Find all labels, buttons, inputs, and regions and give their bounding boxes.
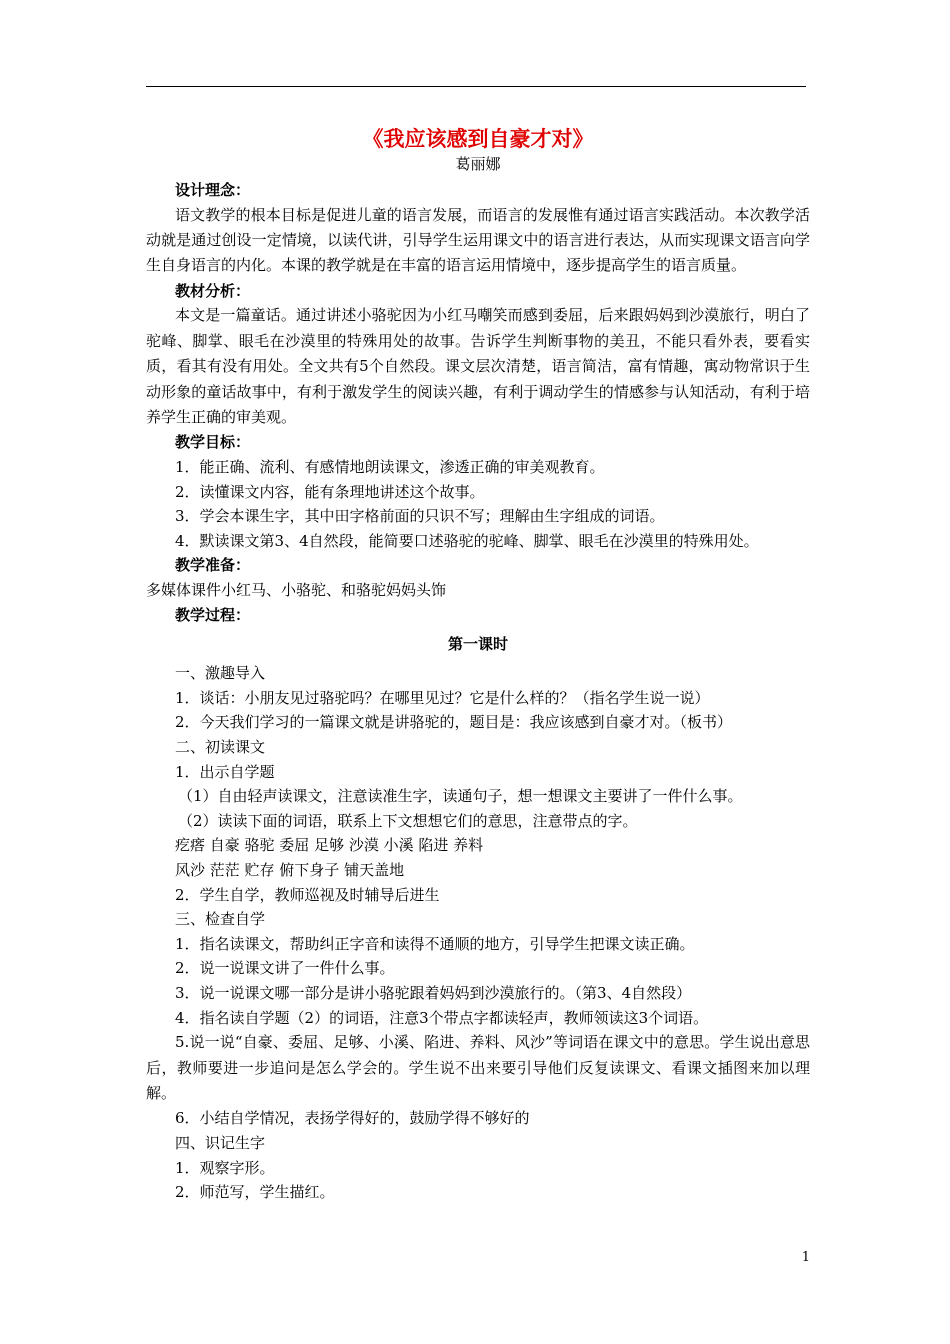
process-line: 6．小结自学情况，表扬学得好的，鼓励学得不够好的 [175,1109,530,1128]
process-paragraph: 5.说一说“自豪、委屈、足够、小溪、陷进、养料、风沙”等词语在课文中的意思。学生说出意思后，教师要进一步追问是怎么学会的。学生说不出来要引导他们反复读课文、看课文插图来加以理解。 [146,1033,810,1102]
analysis-heading: 教材分析： [175,281,251,300]
process-line: 1．指名读课文，帮助纠正字音和读得不通顺的地方，引导学生把课文读正确。 [175,934,695,953]
process-line: 1．观察字形。 [175,1158,275,1177]
process-line: 三、检查自学 [175,910,266,929]
vocab-line: 风沙 茫茫 贮存 俯下身子 铺天盖地 [175,860,405,879]
process-line: 一、激趣导入 [175,664,266,683]
process-line: 二、初读课文 [175,737,266,756]
process-line: 3．说一说课文哪一部分是讲小骆驼跟着妈妈到沙漠旅行的。（第3、4自然段） [175,983,692,1002]
prep-body: 多媒体课件小红马、小骆驼、和骆驼妈妈头饰 [146,581,447,599]
document-body [146,124,810,1205]
goal-item: 4．默读课文第3、4自然段，能简要口述骆驼的驼峰、脚掌、眼毛在沙漠里的特殊用处。 [175,531,759,550]
page-number: 1 [801,1250,810,1265]
process-line: 1．谈话：小朋友见过骆驼吗？在哪里见过？它是什么样的？（指名学生说一说） [175,688,710,707]
process-line: 2．学生自学，教师巡视及时辅导后进生 [175,885,440,904]
process-line: 4．指名读自学题（2）的词语，注意3个带点字都读轻声，教师领读这3个词语。 [175,1008,709,1027]
process-line: （1）自由轻声读课文，注意读准生字，读通句子，想一想课文主要讲了一件什么事。 [178,787,743,806]
process-line: 2．今天我们学习的一篇课文就是讲骆驼的，题目是：我应该感到自豪才对。（板书） [175,713,733,732]
goals-heading: 教学目标： [175,433,251,452]
process-line: 1．出示自学题 [175,762,275,781]
author-name: 葛丽娜 [455,155,501,173]
design-body: 语文教学的根本目标是促进儿童的语言发展，而语言的发展惟有通过语言实践活动。本次教学活动就是通过创设一定情境，以读代讲，引导学生运用课文中的语言进行表达，从而实现课文语言向学生自身语言的内化。本课的教学就是在丰富的语言运用情境中，逐步提高学生的语言质量。 [146,205,810,275]
process-line: 2．师范写，学生描红。 [175,1183,335,1202]
prep-heading: 教学准备： [175,556,251,575]
document-title: 《我应该感到自豪才对》 [362,126,594,151]
header-rule [146,86,806,87]
vocab-line: 疙瘩 自豪 骆驼 委屈 足够 沙漠 小溪 陷进 养料 [175,836,484,855]
process-line: 四、识记生字 [175,1133,266,1152]
process-line: （2）读读下面的词语，联系上下文想想它们的意思，注意带点的字。 [178,811,638,830]
goal-item: 2．读懂课文内容，能有条理地讲述这个故事。 [175,482,485,501]
goal-item: 1．能正确、流利、有感情地朗读课文，渗透正确的审美观教育。 [175,458,605,477]
goal-item: 3．学会本课生字，其中田字格前面的只识不写；理解由生字组成的词语。 [175,507,665,526]
design-heading: 设计理念： [175,181,251,199]
analysis-body: 本文是一篇童话。通过讲述小骆驼因为小红马嘲笑而感到委屈，后来跟妈妈到沙漠旅行，明白了驼峰、脚掌、眼毛在沙漠里的特殊用处的故事。告诉学生判断事物的美丑，不能只看外表，要看实质，看其有没有用处。全文共有5个自然段。课文层次清楚，语言简洁，富有情趣，寓动物常识于生动形象的童话故事中，有利于激发学生的阅读兴趣，有利于调动学生的情感参与认知活动，有利于培养学生正确的审美观。 [146,306,810,427]
process-line: 2．说一说课文讲了一件什么事。 [175,959,395,978]
lesson-title: 第一课时 [447,635,508,654]
process-heading: 教学过程： [175,605,251,624]
